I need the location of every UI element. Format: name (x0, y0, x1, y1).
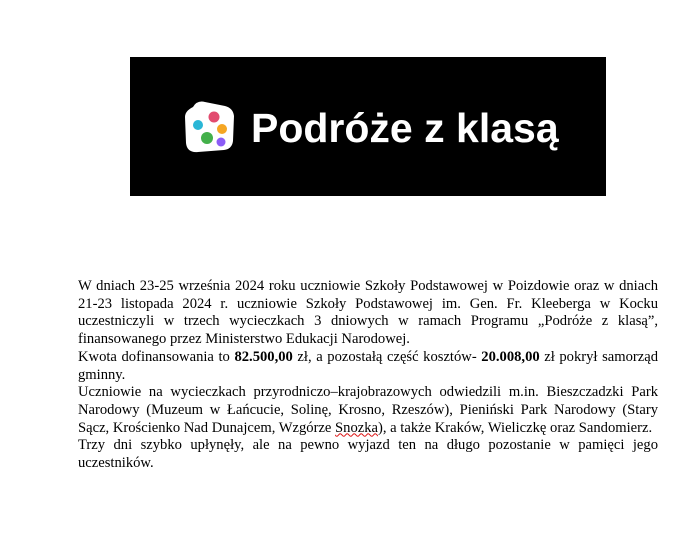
paragraph-destinations (78, 384, 658, 437)
destinations-text-end: ), a także Kraków, Wieliczkę oraz Sandomierz. (378, 419, 653, 436)
logo-dot-cyan (193, 120, 203, 130)
funding-text-end: zł pokrył samorząd gminny. (78, 348, 658, 383)
funding-amount: 82.500,00 (234, 348, 293, 365)
logo-title: Podróże z klasą (251, 105, 559, 151)
podroze-z-klasa-logo-icon (181, 97, 237, 155)
remaining-cost-amount: 20.008,00 (481, 348, 540, 365)
logo-dot-pink (209, 112, 220, 123)
paragraph-funding (78, 349, 658, 384)
logo-dot-purple (217, 138, 226, 147)
funding-text-middle: zł, a pozostałą część kosztów- (292, 348, 482, 365)
article-body (78, 278, 658, 473)
funding-text-start: Kwota dofinansowania to (78, 348, 235, 365)
logo-dot-orange (217, 124, 227, 134)
logo-dot-green (201, 132, 213, 144)
paragraph-closing: Trzy dni szybko upłynęły, ale na pewno wyjazd ten na długo pozostanie w pamięci jego uczestników. (78, 437, 658, 472)
destinations-text-start: Uczniowie na wycieczkach przyrodniczo–krajobrazowych odwiedzili m.in. Bieszczadzki Park Narodowy (Muzeum w Łańcucie, Solinę, Krosno, Rzeszów), Pieniński Park Narodowy (Stary Sącz, Krościenko Nad Dunajcem, Wzgórze (78, 384, 658, 436)
paragraph-intro: W dniach 23-25 września 2024 roku uczniowie Szkoły Podstawowej w Poizdowie oraz w dniach 21-23 listopada 2024 r. uczniowie Szkoły Podstawowej im. Gen. Fr. Kleeberga w Kocku uczestniczyli w trzech wycieczkach 3 dniowych w ramach Programu „Podróże z klasą”, finansowanego przez Ministerstwo Edukacji Narodowej. (78, 278, 658, 348)
spellcheck-flagged-word: Snozka (335, 419, 379, 436)
